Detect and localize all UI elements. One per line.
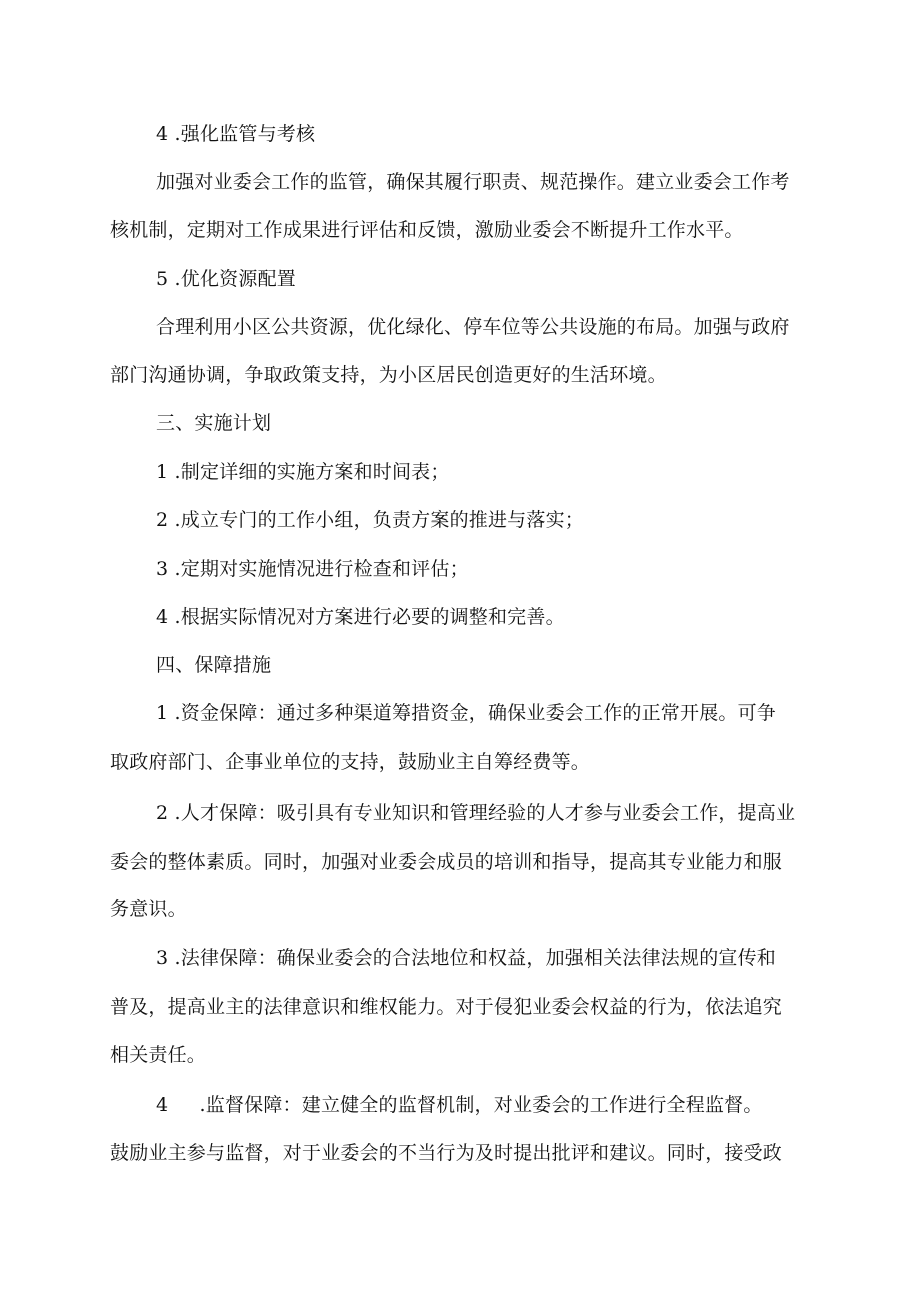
section-title: 三、实施计划 xyxy=(156,412,272,434)
paragraph-line: 鼓励业主参与监督，对于业委会的不当行为及时提出批评和建议。同时，接受政 xyxy=(110,1142,783,1164)
plan-text: .成立专门的工作小组，负责方案的推进与落实； xyxy=(174,509,584,531)
guarantee-text: .人才保障：吸引具有专业知识和管理经验的人才参与业委会工作，提高业 xyxy=(174,802,796,824)
heading-number: 5 xyxy=(156,268,169,290)
paragraph-line: 委会的整体素质。同时，加强对业委会成员的培训和指导，提高其专业能力和服 xyxy=(110,851,783,873)
plan-text: .根据实际情况对方案进行必要的调整和完善。 xyxy=(174,606,565,628)
guarantee-item-2 xyxy=(156,801,795,825)
plan-item-4 xyxy=(156,605,565,629)
guarantee-text: .法律保障：确保业委会的合法地位和权益，加强相关法律法规的宣传和 xyxy=(174,947,776,969)
heading-item-5 xyxy=(156,267,296,291)
paragraph-line: 核机制，定期对工作成果进行评估和反馈，激励业委会不断提升工作水平。 xyxy=(110,219,744,241)
guarantee-text: .监督保障：建立健全的监督机制，对业委会的工作进行全程监督。 xyxy=(199,1094,763,1116)
plan-item-1 xyxy=(156,460,450,484)
plan-number: 4 xyxy=(156,606,169,628)
plan-text: .定期对实施情况进行检查和评估； xyxy=(174,558,469,580)
paragraph-line: 取政府部门、企事业单位的支持，鼓励业主自筹经费等。 xyxy=(110,751,591,773)
guarantee-number: 1 xyxy=(156,702,169,724)
guarantee-item-1 xyxy=(156,701,776,725)
paragraph-line: 部门沟通协调，争取政策支持，为小区居民创造更好的生活环境。 xyxy=(110,364,667,386)
paragraph-line: 务意识。 xyxy=(110,898,187,920)
heading-title: .优化资源配置 xyxy=(174,268,296,290)
plan-item-2 xyxy=(156,508,584,532)
guarantee-number: 3 xyxy=(156,947,169,969)
guarantee-number: 2 xyxy=(156,802,169,824)
guarantee-number: 4 xyxy=(156,1094,169,1116)
guarantee-item-4 xyxy=(156,1093,763,1117)
plan-number: 1 xyxy=(156,461,169,483)
paragraph-line: 相关责任。 xyxy=(110,1044,207,1066)
guarantee-text: .资金保障：通过多种渠道筹措资金，确保业委会工作的正常开展。可争 xyxy=(174,702,776,724)
plan-item-3 xyxy=(156,557,469,581)
heading-number: 4 xyxy=(156,123,169,145)
guarantee-item-3 xyxy=(156,946,776,970)
paragraph-line: 合理利用小区公共资源，优化绿化、停车位等公共设施的布局。加强与政府 xyxy=(156,316,790,338)
plan-number: 2 xyxy=(156,509,169,531)
plan-number: 3 xyxy=(156,558,169,580)
paragraph-line: 加强对业委会工作的监管，确保其履行职责、规范操作。建立业委会工作考 xyxy=(156,171,790,193)
heading-item-4 xyxy=(156,122,315,146)
heading-title: .强化监管与考核 xyxy=(174,123,316,145)
plan-text: .制定详细的实施方案和时间表； xyxy=(174,461,450,483)
section-title: 四、保障措施 xyxy=(156,654,272,676)
paragraph-line: 普及，提高业主的法律意识和维权能力。对于侵犯业委会权益的行为，依法追究 xyxy=(110,996,783,1018)
